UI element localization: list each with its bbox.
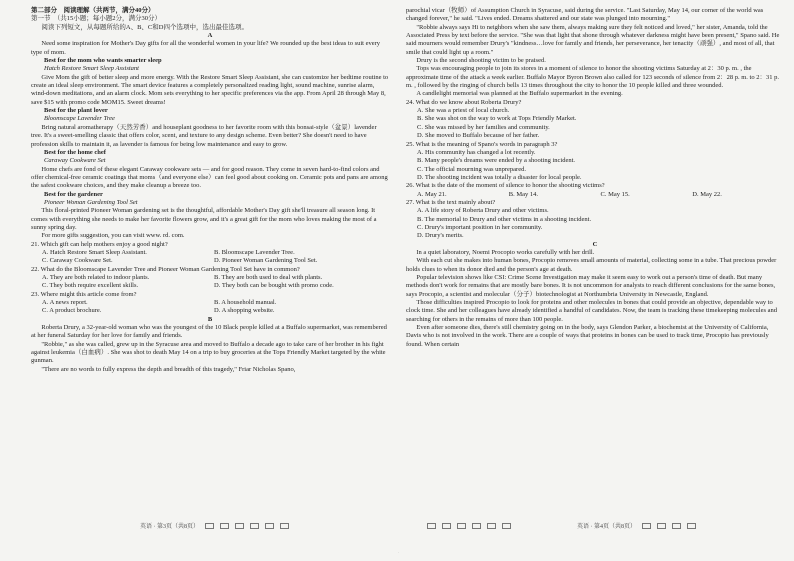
gift-product: Caraway Cookware Set — [44, 157, 106, 165]
option[interactable]: D. A shopping website. — [214, 307, 275, 315]
gift-product: Pioneer Woman Gardening Tool Set — [44, 198, 138, 206]
option[interactable]: A. She was a priest of local church. — [417, 107, 510, 115]
option[interactable]: C. The official mourning was unprepared. — [417, 165, 526, 173]
passage-b-paragraph: "Robbie always says Hi to neighbors when she saw them, always making sure they felt noticed and loved," her sister, Amanda, told the Associated Press by text before the service. "She was that light that shone through whatever darkness might have been present," Spano said. He said mourners would remember Drury's "kindness…love for family and friends, her perseverance, her tenacity（顽强）, and most of all, that smile that could light up a room." — [406, 23, 780, 56]
subsection-title: 第一节 （共15小题；每小题2分，满分30分） — [31, 15, 161, 23]
option[interactable]: D. Drury's merits. — [417, 232, 464, 240]
passage-b-paragraph: parochial vicar（牧师）of Assumption Church in Syracuse, said during the service. "Last Saturday, May 14, our corner of the world was changed forever," he said. "Lives ended. Dreams shattered and our state was plunged into mourning." — [406, 7, 764, 23]
answer-box-icon — [280, 523, 289, 529]
more-info: For more gifts suggestion, you can visit www. rd. com. — [41, 232, 185, 240]
answer-box-icon — [250, 523, 259, 529]
answer-box-icon — [427, 523, 436, 529]
option[interactable]: D. Pioneer Woman Gardening Tool Set. — [214, 257, 318, 265]
answer-box-icon — [457, 523, 466, 529]
passage-c-paragraph: Even after someone dies, there's still chemistry going on in the body, says Glendon Parker, a biochemist at the University of California, Davis who is not involved in the work. There are a couple of ways that proteins in bones can be used to track time, Procopio has previously found. When certain — [406, 324, 769, 348]
option[interactable]: A. A life story of Roberta Drury and other victims. — [417, 207, 549, 215]
passage-a-letter: A — [207, 32, 213, 40]
answer-box-icon — [442, 523, 451, 529]
gift-body: Give Mom the gift of better sleep and more energy. With the Restore Smart Sleep Assistant, she can customize her bedtime routine to create an ideal sleep environment. The smart device features a completely personalized reading light, sound machine, sunrise alarm, wind-down meditations, and an alarm clock. Mom sets everything to her specific preferences via the app. From April 28 through May 8, save $15 with promo code MOM15. Sweet dreams! — [31, 73, 389, 106]
passage-c-paragraph: With each cut she makes into human bones, Procopio removes small amounts of material, collecting some in a tube. That precious powder holds clues to when its donor died and the person's age at death. — [406, 257, 777, 273]
option[interactable]: B. They are both used to deal with plants. — [214, 274, 323, 281]
gift-body: This floral-printed Pioneer Woman gardening set is the thoughtful, affordable Mother's Day gift she'll treasure all season long. It comes with everything she needs to make her favorite flowers grow, and it's a great gift for the mom who loves making the most of a sunny spring day. — [31, 207, 377, 231]
question-stem: 23. Where might this article come from? — [31, 290, 137, 298]
option[interactable]: A. A news report. — [42, 299, 88, 307]
option[interactable]: C. She was missed by her families and community. — [417, 123, 550, 131]
question-stem: 26. What is the date of the moment of silence to honor the shooting victims? — [406, 182, 605, 190]
option[interactable]: D. They both can be bought with promo code. — [214, 282, 334, 290]
question-stem: 22. What do the Bloomscape Lavender Tree and Pioneer Woman Gardening Tool Set have in common? — [31, 265, 300, 273]
option-row — [31, 249, 389, 257]
passage-b-letter: B — [207, 315, 213, 323]
gift-product: Bloomscape Lavender Tree — [44, 115, 115, 123]
option[interactable]: C. May 15. — [600, 190, 630, 198]
option[interactable]: B. A household manual. — [214, 299, 277, 307]
question-stem: 24. What do we know about Roberta Drury? — [406, 98, 522, 106]
answer-box-icon — [205, 523, 214, 529]
option[interactable]: B. She was shot on the way to work at Tops Friendly Market. — [417, 115, 577, 123]
gift-body: Home chefs are fond of these elegant Caraway cookware sets — and for good reason. They come in seven hard-to-find colors and offer chemical-free ceramic coatings that moms（and everyone else）can feel good about cooking on. Ceramic pots and pans are among the safest cookware choices, and they make cleanup a breeze too. — [31, 165, 388, 190]
answer-box-icon — [487, 523, 496, 529]
footer-text: 英语 · 第3页（共8页） — [140, 524, 199, 530]
option[interactable]: B. Many people's dreams were ended by a shooting incident. — [417, 157, 576, 165]
option[interactable]: D. May 22. — [692, 190, 722, 198]
page-footer — [140, 521, 289, 530]
passage-b-paragraph: Roberta Drury, a 32-year-old woman who was the youngest of the 10 Black people killed at a Buffalo supermarket, was remembered at her funeral Saturday for her love for family and friends. — [31, 324, 387, 340]
gift-heading: Best for the plant lover — [44, 107, 108, 115]
option[interactable]: A. His community has changed a lot recently. — [417, 148, 536, 156]
option[interactable]: D. She moved to Buffalo because of her father. — [417, 132, 540, 140]
gift-heading: Best for the gardener — [44, 190, 103, 198]
answer-box-icon — [657, 523, 666, 529]
answer-box-icon — [235, 523, 244, 529]
option[interactable]: C. Drury's important position in her community. — [417, 223, 543, 231]
passage-b-paragraph: "Robbie," as she was called, grew up in the Syracuse area and moved to Buffalo a decade ago to take care of her brother in his fight against leukemia（白血病）. She was shot to death May 14 on a trip to buy groceries at the Tops Friendly Market targeted by the white gunman. — [31, 340, 386, 365]
option[interactable]: A. They are both related to indoor plants. — [42, 274, 150, 281]
question-stem: 27. What is the text mainly about? — [406, 198, 496, 206]
passage-b-paragraph: Drury is the second shooting victim to be praised. — [416, 57, 546, 65]
option[interactable]: B. May 14. — [508, 190, 538, 198]
option-row — [31, 274, 389, 282]
option[interactable]: D. The shooting incident was totally a disaster for local people. — [417, 173, 582, 181]
answer-box-icon — [265, 523, 274, 529]
exam-page-right — [397, 0, 794, 561]
option-row — [31, 307, 389, 315]
answer-box-icon — [687, 523, 696, 529]
option[interactable]: C. A product brochure. — [42, 307, 102, 315]
gift-body: Bring natural aromatherapy（天然芳香）and houseplant goodness to her favorite room with this bonsai-style（盆景）lavender tree. It's a sweet-smelling classic that offers color, scent, and texture to any design scheme. Even better? She doesn't need to have profession skills to maintain it, as lavender is famous for being low maintenance and easy to grow. — [31, 123, 377, 148]
gift-product: Hatch Restore Smart Sleep Assistant — [44, 65, 139, 73]
option[interactable]: B. The memorial to Drury and other victims in a shooting incident. — [417, 215, 592, 223]
option-row — [406, 191, 784, 199]
instruction: 阅读下列短文，从每题所给的A、B、C和D四个选项中，选出最佳选项。 — [41, 23, 248, 31]
passage-c-paragraph: Those difficulties inspired Procopio to look for proteins and other molecules in bones that could provide an objective, dependable way to clock time. She and her colleagues have already identified a handful of candidates. Now, the team is tracking these timekeeping molecules and searching for others in the remains of more than 100 people. — [406, 299, 778, 323]
option-row — [31, 299, 389, 307]
crease-mark-icon: · — [398, 550, 400, 555]
passage-a-intro: Need some inspiration for Mother's Day gifts for all the wonderful women in your life? We rounded up the best ideas to suit every type of mom. — [31, 40, 381, 56]
answer-box-icon — [642, 523, 651, 529]
option[interactable]: C. They both require excellent skills. — [42, 282, 139, 290]
passage-b-paragraph: A candlelight memorial was planned at the Buffalo supermarket in the evening. — [416, 90, 623, 98]
question-stem: 21. Which gift can help mothers enjoy a good night? — [31, 240, 168, 248]
gift-heading: Best for the home chef — [44, 148, 106, 156]
passage-c-paragraph: Popular television shows like CSI: Crime Scene Investigation may make it seem easy to work out a person's time of death. But many methods don't work for remains that are mostly bare bones. It is not uncommon for analysts to reach different conclusions for the same bones, says Procopio, a scientist and molecular（分子）biotechnologist at Northumbria University in Newcastle, England. — [406, 274, 776, 298]
option[interactable]: C. Caraway Cookware Set. — [42, 257, 113, 265]
passage-c-paragraph: In a quiet laboratory, Noemi Procopio works carefully with her drill. — [416, 248, 595, 256]
option[interactable]: A. Hatch Restore Smart Sleep Assistant. — [42, 248, 147, 256]
passage-b-paragraph: "There are no words to fully express the depth and breadth of this tragedy," Friar Nicholas Spano, — [41, 365, 296, 373]
answer-box-icon — [672, 523, 681, 529]
option-row — [31, 282, 389, 290]
passage-c-letter: C — [592, 240, 598, 248]
passage-b-paragraph: Tops was encouraging people to join its stores in a moment of silence to honor the shooting victims Saturday at 2：30 p. m. , the approximate time of the attack a week earlier. Buffalo Mayor Byron Brown also called for 123 seconds of silence from 2：28 p. m. to 2：31 p. m. , followed by the ringing of church bells 13 times throughout the city to honor the 10 people killed and three wounded. — [406, 65, 779, 90]
option[interactable]: B. Bloomscape Lavender Tree. — [214, 248, 295, 256]
option-row — [31, 257, 389, 265]
page-footer — [427, 521, 696, 530]
option[interactable]: A. May 21. — [417, 190, 447, 198]
section-title: 第二部分 阅读理解（共两节，满分40分） — [31, 7, 155, 14]
footer-text: 英语 · 第4页（共8页） — [577, 524, 636, 530]
answer-box-icon — [502, 523, 511, 529]
question-stem: 25. What is the meaning of Spano's words in paragraph 3? — [406, 140, 558, 148]
answer-box-icon — [472, 523, 481, 529]
answer-box-icon — [220, 523, 229, 529]
gift-heading: Best for the mom who wants smarter sleep — [44, 57, 162, 65]
